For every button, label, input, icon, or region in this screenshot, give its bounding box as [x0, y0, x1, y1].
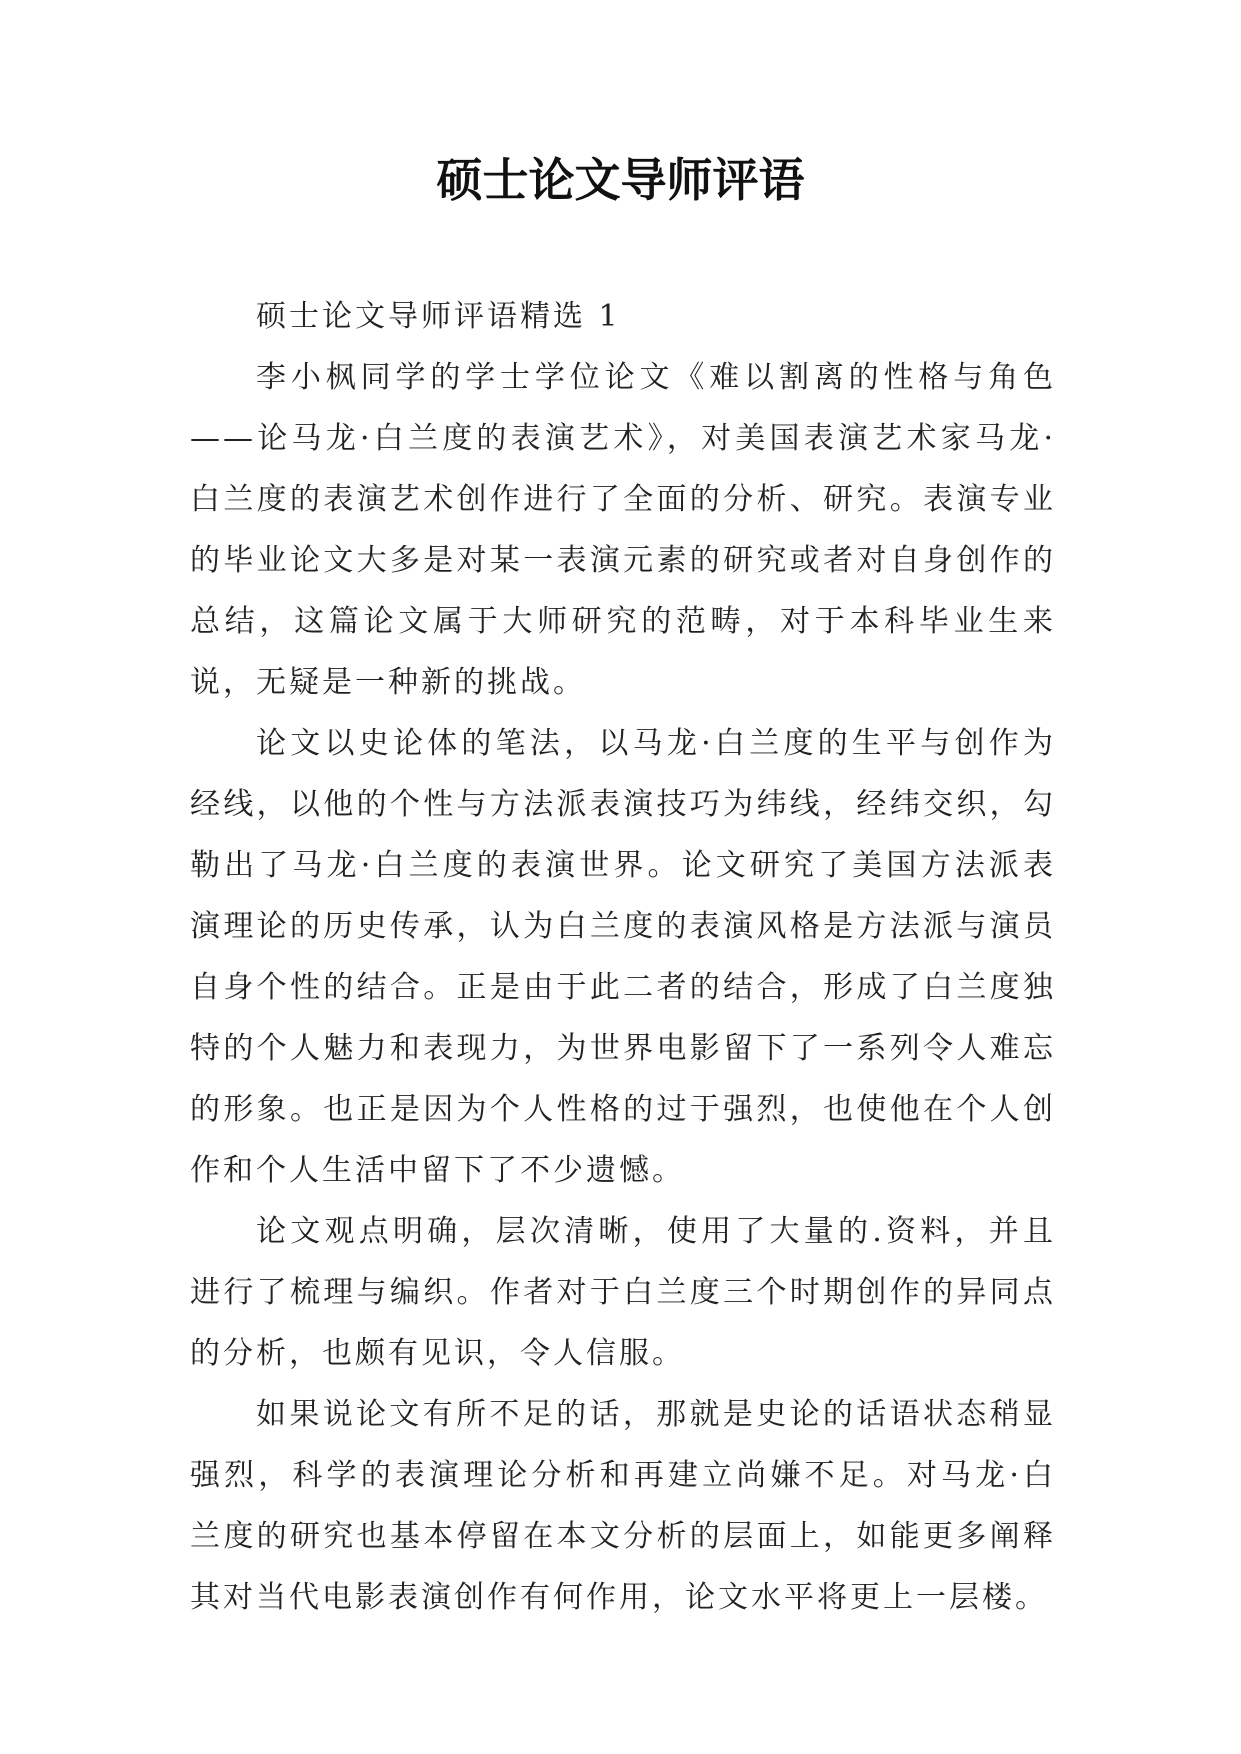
- document-body: [190, 286, 1056, 1628]
- section-heading: 硕士论文导师评语精选 1: [256, 299, 621, 334]
- document-title: 硕士论文导师评语: [436, 153, 805, 207]
- body-paragraph-1: 李小枫同学的学士学位论文《难以割离的性格与角色——论马龙·白兰度的表演艺术》，对美国表演艺术家马龙·白兰度的表演艺术创作进行了全面的分析、研究。表演专业的毕业论文大多是对某一表演元素的研究或者对自身创作的总结，这篇论文属于大师研究的范畴，对于本科毕业生来说，无疑是一种新的挑战。: [190, 360, 1056, 700]
- body-paragraph-4: 如果说论文有所不足的话，那就是史论的话语状态稍显强烈，科学的表演理论分析和再建立尚嫌不足。对马龙·白兰度的研究也基本停留在本文分析的层面上，如能更多阐释其对当代电影表演创作有何作用，论文水平将更上一层楼。: [190, 1397, 1056, 1615]
- body-paragraph-2: 论文以史论体的笔法，以马龙·白兰度的生平与创作为经线，以他的个性与方法派表演技巧为纬线，经纬交织，勾勒出了马龙·白兰度的表演世界。论文研究了美国方法派表演理论的历史传承，认为白兰度的表演风格是方法派与演员自身个性的结合。正是由于此二者的结合，形成了白兰度独特的个人魅力和表现力，为世界电影留下了一系列令人难忘的形象。也正是因为个人性格的过于强烈，也使他在个人创作和个人生活中留下了不少遗憾。: [190, 726, 1056, 1188]
- body-paragraph-3: 论文观点明确，层次清晰，使用了大量的.资料，并且进行了梳理与编织。作者对于白兰度三个时期创作的异同点的分析，也颇有见识，令人信服。: [190, 1214, 1056, 1371]
